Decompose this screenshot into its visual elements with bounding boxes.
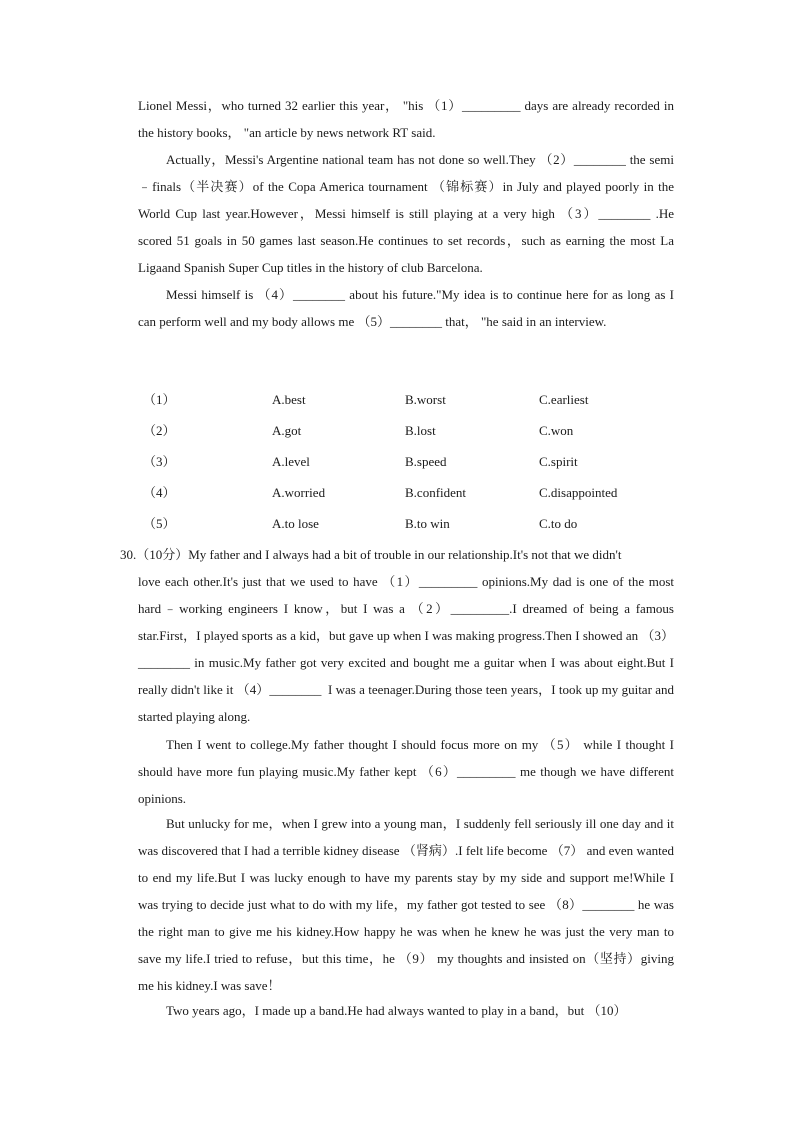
option-a: A.worried [272, 485, 326, 500]
option-a: A.got [272, 423, 302, 438]
option-b: B.speed [405, 454, 447, 469]
option-c: C.earliest [539, 392, 589, 407]
option-number: （4） [143, 485, 176, 500]
option-row-4 [0, 482, 794, 504]
question-30-paragraph-1: love each other.It's just that we used to have （1）_________ opinions.My dad is one of the most hard﹣working engineers I know，but I was a （2）_________.I dreamed of being a famous star.First，I played sports as a kid，but gave up when I was making progress.Then I showed an （3）________ in music.My father got very excited and bought me a guitar when I was about eight.But I really didn't like it （4）________ I was a teenager.During those teen years，I took up my guitar and started playing along. [138, 574, 674, 724]
option-c: C.spirit [539, 454, 578, 469]
option-number: （2） [143, 423, 176, 438]
option-b: B.lost [405, 423, 436, 438]
passage-paragraph-1: Lionel Messi，who turned 32 earlier this year， "his （1）_________ days are already recorded in the history books， "an article by news network RT said. [138, 98, 674, 140]
option-b: B.worst [405, 392, 446, 407]
option-a: A.best [272, 392, 306, 407]
question-30-heading: 30.（10分）My father and I always had a bit of trouble in our relationship.It's not that we didn't [120, 547, 622, 562]
option-number: （5） [143, 516, 176, 531]
passage-paragraph-3: Messi himself is （4）________ about his future."My idea is to continue here for as long as I can perform well and my body allows me （5）________ that， "he said in an interview. [138, 287, 674, 329]
passage-paragraph-2: Actually，Messi's Argentine national team has not done so well.They （2）________ the semi﹣finals（半决赛）of the Copa America tournament （锦标赛）in July and played poorly in the World Cup last year.However，Messi himself is still playing at a very high （3）________ .He scored 51 goals in 50 games last season.He continues to set records，such as earning the most La Ligaand Spanish Super Cup titles in the history of club Barcelona. [138, 152, 674, 275]
question-30-paragraph-2: Then I went to college.My father thought I should focus more on my （5） while I thought I should have more fun playing music.My father kept （6）_________ me though we have different opinions. [138, 737, 674, 806]
option-a: A.level [272, 454, 310, 469]
option-b: B.to win [405, 516, 450, 531]
option-row-3 [0, 451, 794, 473]
option-row-2 [0, 420, 794, 442]
option-row-5 [0, 513, 794, 535]
option-row-1 [0, 389, 794, 411]
option-number: （3） [143, 454, 176, 469]
option-c: C.to do [539, 516, 578, 531]
option-a: A.to lose [272, 516, 319, 531]
question-30-paragraph-4: Two years ago，I made up a band.He had always wanted to play in a band，but （10） [166, 1003, 627, 1018]
question-30-paragraph-3: But unlucky for me，when I grew into a young man，I suddenly fell seriously ill one day and it was discovered that I had a terrible kidney disease （肾病）.I felt life become （7） and even wanted to end my life.But I was lucky enough to have my parents stay by my side and support me!While I was trying to decide just what to do with my life，my father got tested to see （8）________ he was the right man to give me his kidney.How happy he was when he knew he was just the very man to save my life.I tried to refuse，but this time，he （9） my thoughts and insisted on（坚持）giving me his kidney.I was save！ [138, 816, 674, 993]
option-c: C.won [539, 423, 574, 438]
option-b: B.confident [405, 485, 467, 500]
option-number: （1） [143, 392, 176, 407]
option-c: C.disappointed [539, 485, 618, 500]
